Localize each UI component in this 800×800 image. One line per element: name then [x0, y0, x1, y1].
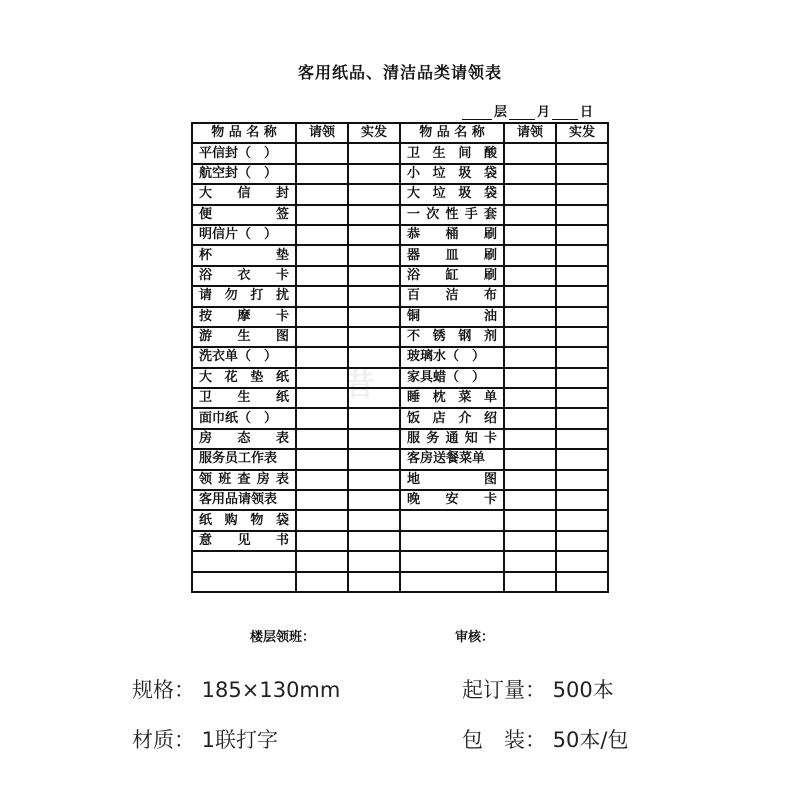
issue-cell-right[interactable] [556, 266, 608, 286]
table-row [192, 490, 608, 510]
table-row [192, 205, 608, 225]
table-row [192, 164, 608, 184]
request-cell-left[interactable] [296, 490, 348, 510]
item-name-left: 按摩卡 [192, 307, 296, 327]
issue-cell-right[interactable] [556, 470, 608, 490]
header-issue-left: 实发 [348, 123, 400, 143]
issue-cell-right[interactable] [556, 164, 608, 184]
issue-cell-right[interactable] [556, 286, 608, 306]
item-name-right: 一次性手套 [400, 205, 504, 225]
item-name-right [400, 572, 504, 592]
request-cell-right[interactable] [504, 327, 556, 347]
request-cell-left[interactable] [296, 205, 348, 225]
issue-cell-right[interactable] [556, 490, 608, 510]
item-name-left: 平信封（ ） [192, 143, 296, 163]
header-request-right: 请领 [504, 123, 556, 143]
item-name-right: 客房送餐菜单 [400, 449, 504, 469]
item-name-left: 意见书 [192, 531, 296, 551]
issue-cell-left[interactable] [348, 307, 400, 327]
item-name-left [192, 551, 296, 571]
item-name-right: 大垃圾袋 [400, 184, 504, 204]
item-name-left: 杯垫 [192, 245, 296, 265]
date-line [462, 101, 593, 120]
day-blank [552, 105, 578, 120]
table-row [192, 572, 608, 592]
request-cell-left[interactable] [296, 327, 348, 347]
request-cell-left[interactable] [296, 572, 348, 592]
request-cell-right[interactable] [504, 225, 556, 245]
header-issue-right: 实发 [556, 123, 608, 143]
issue-cell-left[interactable] [348, 327, 400, 347]
request-cell-right[interactable] [504, 531, 556, 551]
request-cell-right[interactable] [504, 510, 556, 530]
request-cell-right[interactable] [504, 184, 556, 204]
table-row [192, 286, 608, 306]
item-name-right: 地图 [400, 470, 504, 490]
issue-cell-right[interactable] [556, 143, 608, 163]
table-row [192, 510, 608, 530]
item-name-left: 服务员工作表 [192, 449, 296, 469]
item-name-left: 明信片（ ） [192, 225, 296, 245]
table-row [192, 327, 608, 347]
item-name-right: 卫生间酸 [400, 143, 504, 163]
issue-cell-left[interactable] [348, 490, 400, 510]
request-cell-right[interactable] [504, 164, 556, 184]
item-name-right [400, 510, 504, 530]
item-name-left: 洗衣单（ ） [192, 347, 296, 367]
request-cell-right[interactable] [504, 286, 556, 306]
issue-cell-right[interactable] [556, 551, 608, 571]
request-cell-left[interactable] [296, 184, 348, 204]
month-blank [509, 105, 535, 120]
item-name-left: 大信封 [192, 184, 296, 204]
request-cell-left[interactable] [296, 307, 348, 327]
floor-leader-label: 楼层领班： [250, 630, 316, 645]
issue-cell-left[interactable] [348, 551, 400, 571]
issue-cell-right[interactable] [556, 531, 608, 551]
request-cell-right[interactable] [504, 347, 556, 367]
item-name-left: 卫生纸 [192, 388, 296, 408]
issue-cell-left[interactable] [348, 388, 400, 408]
floor-blank [462, 105, 492, 120]
table-row [192, 449, 608, 469]
table-row [192, 266, 608, 286]
request-cell-left[interactable] [296, 347, 348, 367]
issue-cell-right[interactable] [556, 388, 608, 408]
item-name-right: 小垃圾袋 [400, 164, 504, 184]
item-name-right: 玻璃水（ ） [400, 347, 504, 367]
issue-cell-left[interactable] [348, 510, 400, 530]
header-request-left: 请领 [296, 123, 348, 143]
item-name-right: 浴缸刷 [400, 266, 504, 286]
request-cell-left[interactable] [296, 164, 348, 184]
issue-cell-left[interactable] [348, 449, 400, 469]
issue-cell-right[interactable] [556, 327, 608, 347]
item-name-left [192, 572, 296, 592]
header-name-left: 物 品 名 称 [192, 123, 296, 143]
request-cell-right[interactable] [504, 429, 556, 449]
issue-cell-right[interactable] [556, 368, 608, 388]
issue-cell-right[interactable] [556, 347, 608, 367]
item-name-right [400, 551, 504, 571]
review-label: 审核： [455, 630, 495, 645]
request-cell-right[interactable] [504, 551, 556, 571]
table-body [192, 143, 608, 592]
issue-cell-left[interactable] [348, 429, 400, 449]
item-name-left: 大花垫纸 [192, 368, 296, 388]
request-cell-left[interactable] [296, 245, 348, 265]
item-name-left: 面巾纸（ ） [192, 408, 296, 428]
table-row [192, 143, 608, 163]
table-row [192, 531, 608, 551]
watermark: 昔 [345, 368, 375, 403]
issue-cell-right[interactable] [556, 429, 608, 449]
request-cell-right[interactable] [504, 408, 556, 428]
issue-cell-right[interactable] [556, 572, 608, 592]
issue-cell-left[interactable] [348, 470, 400, 490]
issue-cell-right[interactable] [556, 225, 608, 245]
item-name-right: 睡枕菜单 [400, 388, 504, 408]
request-cell-right[interactable] [504, 388, 556, 408]
issue-cell-left[interactable] [348, 164, 400, 184]
request-cell-left[interactable] [296, 429, 348, 449]
table-row [192, 551, 608, 571]
table-row [192, 225, 608, 245]
request-cell-right[interactable] [504, 490, 556, 510]
item-name-right: 家具蜡（ ） [400, 368, 504, 388]
request-cell-left[interactable] [296, 470, 348, 490]
spec-package: 包 装： 50本/包 [462, 728, 629, 752]
table-row [192, 429, 608, 449]
item-name-right: 晚安卡 [400, 490, 504, 510]
month-label: 月 [537, 105, 551, 120]
item-name-left: 请勿打扰 [192, 286, 296, 306]
form-title: 客用纸品、清洁品类请领表 [297, 63, 502, 82]
request-cell-right[interactable] [504, 307, 556, 327]
item-name-right: 铜油 [400, 307, 504, 327]
request-cell-right[interactable] [504, 368, 556, 388]
table-row [192, 388, 608, 408]
table-row [192, 184, 608, 204]
day-label: 日 [580, 105, 594, 120]
item-name-right: 不锈钢剂 [400, 327, 504, 347]
request-cell-right[interactable] [504, 572, 556, 592]
issue-cell-left[interactable] [348, 143, 400, 163]
request-cell-left[interactable] [296, 531, 348, 551]
item-name-left: 客用品请领表 [192, 490, 296, 510]
request-cell-right[interactable] [504, 449, 556, 469]
request-cell-right[interactable] [504, 266, 556, 286]
item-name-right: 器皿刷 [400, 245, 504, 265]
request-cell-left[interactable] [296, 266, 348, 286]
issue-cell-left[interactable] [348, 347, 400, 367]
requisition-table [191, 122, 609, 593]
table-row [192, 307, 608, 327]
item-name-left: 纸购物袋 [192, 510, 296, 530]
item-name-left: 房态表 [192, 429, 296, 449]
issue-cell-left[interactable] [348, 245, 400, 265]
item-name-right [400, 531, 504, 551]
spec-min-order: 起订量： 500本 [462, 678, 614, 702]
issue-cell-right[interactable] [556, 205, 608, 225]
header-name-right: 物 品 名 称 [400, 123, 504, 143]
item-name-left: 浴衣卡 [192, 266, 296, 286]
request-cell-left[interactable] [296, 510, 348, 530]
issue-cell-right[interactable] [556, 184, 608, 204]
item-name-left: 领班查房表 [192, 470, 296, 490]
item-name-right: 服务通知卡 [400, 429, 504, 449]
issue-cell-left[interactable] [348, 531, 400, 551]
issue-cell-right[interactable] [556, 408, 608, 428]
request-cell-right[interactable] [504, 245, 556, 265]
issue-cell-right[interactable] [556, 449, 608, 469]
issue-cell-left[interactable] [348, 205, 400, 225]
item-name-right: 百洁布 [400, 286, 504, 306]
table-row [192, 408, 608, 428]
request-cell-left[interactable] [296, 408, 348, 428]
request-cell-right[interactable] [504, 470, 556, 490]
request-cell-left[interactable] [296, 225, 348, 245]
issue-cell-left[interactable] [348, 408, 400, 428]
issue-cell-left[interactable] [348, 286, 400, 306]
request-cell-left[interactable] [296, 449, 348, 469]
issue-cell-left[interactable] [348, 266, 400, 286]
issue-cell-left[interactable] [348, 225, 400, 245]
table-row [192, 245, 608, 265]
request-cell-left[interactable] [296, 551, 348, 571]
request-cell-left[interactable] [296, 368, 348, 388]
item-name-right: 饭店介绍 [400, 408, 504, 428]
request-cell-left[interactable] [296, 286, 348, 306]
issue-cell-left[interactable] [348, 184, 400, 204]
item-name-left: 游生图 [192, 327, 296, 347]
request-cell-left[interactable] [296, 143, 348, 163]
floor-label: 层 [494, 105, 508, 120]
item-name-right: 恭桶刷 [400, 225, 504, 245]
spec-material: 材质： 1联打字 [132, 728, 279, 752]
table-row [192, 347, 608, 367]
item-name-left: 航空封（ ） [192, 164, 296, 184]
request-cell-right[interactable] [504, 143, 556, 163]
spec-size: 规格： 185×130mm [132, 678, 341, 702]
item-name-left: 便签 [192, 205, 296, 225]
issue-cell-left[interactable] [348, 572, 400, 592]
request-cell-right[interactable] [504, 205, 556, 225]
request-cell-left[interactable] [296, 388, 348, 408]
header-row [192, 123, 608, 143]
table-row [192, 368, 608, 388]
issue-cell-right[interactable] [556, 510, 608, 530]
issue-cell-right[interactable] [556, 307, 608, 327]
issue-cell-right[interactable] [556, 245, 608, 265]
issue-cell-left[interactable] [348, 368, 400, 388]
table-row [192, 470, 608, 490]
